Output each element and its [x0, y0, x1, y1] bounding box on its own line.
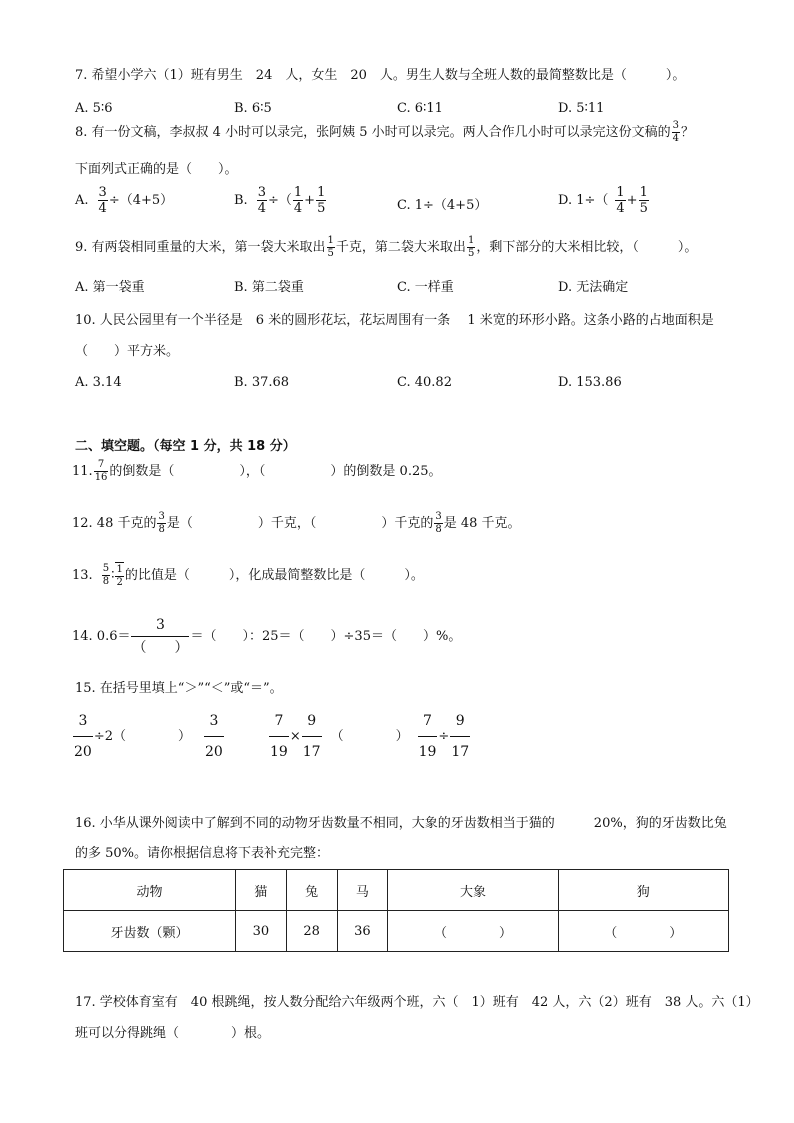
q8-option-b: B. $\frac{3}{4}$ ÷（ $\frac{1}{4}$ + $\frac{1}{5}$	[234, 185, 326, 216]
table-header: 兔	[286, 870, 337, 911]
q7-option-d: D. 5∶11	[558, 101, 605, 116]
table-cell-blank[interactable]: （ ）	[558, 911, 728, 952]
q15-stem: 15. 在括号里填上“＞”“＜”或“＝”。	[75, 681, 283, 696]
q9-option-c: C. 一样重	[397, 280, 454, 295]
q9-option-a: A. 第一袋重	[75, 280, 145, 295]
q17-line2: 班可以分得跳绳（ ）根。	[75, 1026, 271, 1041]
q9-option-d: D. 无法确定	[558, 280, 629, 295]
q14: 14. 0.6＝ $\frac{3}{( )}$ ＝（ ）：25＝（ ）÷35＝（ ）%。	[72, 617, 462, 656]
q15-compare-2: $\frac{7}{19}$ × $\frac{9}{17}$ （ ） $\frac{7}{19}$ ÷ $\frac{9}{17}$	[270, 713, 470, 760]
q10-option-c: C. 40.82	[397, 375, 452, 390]
q7-option-c: C. 6∶11	[397, 101, 443, 116]
q8-fraction: $\frac{3}{4}$	[672, 120, 679, 144]
q9-stem: 9. 有两袋相同重量的大米，第一袋大米取出 $\frac{1}{5}$ 千克，第二袋大米取出 $\frac{1}{5}$ ，剩下部分的大米相比较，（ ）。	[75, 235, 698, 259]
table-cell-blank[interactable]: （ ）	[388, 911, 558, 952]
q9-option-b: B. 第二袋重	[234, 280, 304, 295]
table-header: 马	[337, 870, 388, 911]
q10-option-b: B. 37.68	[234, 375, 290, 390]
table-header: 动物	[64, 870, 236, 911]
table-row	[64, 911, 729, 952]
q8-option-c: C. 1÷（4+5）	[397, 198, 488, 213]
q10-option-d: D. 153.86	[558, 375, 622, 390]
q17-line1: 17. 学校体育室有 40 根跳绳，按人数分配给六年级两个班，六（ 1）班有 42 人，六（2）班有 38 人。六（1）	[75, 995, 759, 1010]
q8-option-a: A. $\frac{3}{4}$ ÷（4+5）	[75, 185, 174, 216]
q16-line2: 的多 50%。请你根据信息将下表补充完整：	[75, 846, 330, 861]
q10-option-a: A. 3.14	[75, 375, 122, 390]
q10-line2: （ ）平方米。	[75, 344, 180, 359]
table-header: 狗	[558, 870, 728, 911]
q13: 13. $\frac{5}{8}$ ∶ $\frac{1}{2}$ 的比值是（ ），化成最简整数比是（ ）。	[72, 562, 424, 588]
table-header-row	[64, 870, 729, 911]
table-cell: 36	[337, 911, 388, 952]
q16-line1: 16. 小华从课外阅读中了解到不同的动物牙齿数量不相同，大象的牙齿数相当于猫的 20%，狗的牙齿数比兔	[75, 816, 727, 831]
q7-option-b: B. 6∶5	[234, 101, 272, 116]
teeth-table	[63, 869, 729, 952]
q11: 11. $\frac{7}{16}$ 的倒数是（ ），（ ）的倒数是 0.25。	[72, 459, 442, 483]
table-cell: 28	[286, 911, 337, 952]
q7-stem: 7. 希望小学六（1）班有男生 24 人，女生 20 人。男生人数与全班人数的最简整数比是（ ）。	[75, 68, 686, 83]
q8-line2: 下面列式正确的是（ ）。	[75, 162, 238, 177]
q8-option-d: D. 1÷（ $\frac{1}{4}$ + $\frac{1}{5}$	[558, 185, 648, 216]
table-cell: 牙齿数（颗）	[64, 911, 236, 952]
section-title: 二、填空题。（每空 1 分，共 18 分）	[75, 439, 296, 454]
q15-compare-1: $\frac{3}{20}$ ÷2（ ） $\frac{3}{20}$	[74, 713, 223, 760]
table-cell: 30	[236, 911, 287, 952]
q8-stem: 8. 有一份文稿，李叔叔 4 小时可以录完，张阿姨 5 小时可以录完。两人合作几小时可以录完这份文稿的 $\frac{3}{4}$ ？	[75, 120, 694, 144]
q12: 12. 48 千克的 $\frac{3}{8}$ 是（ ）千克，（ ）千克的 $\frac{3}{8}$ 是 48 千克。	[72, 511, 521, 535]
table-header: 猫	[236, 870, 287, 911]
q10-line1: 10. 人民公园里有一个半径是 6 米的圆形花坛，花坛周围有一条 1 米宽的环形小路。这条小路的占地面积是	[75, 313, 714, 328]
table-header: 大象	[388, 870, 558, 911]
q7-option-a: A. 5∶6	[75, 101, 113, 116]
